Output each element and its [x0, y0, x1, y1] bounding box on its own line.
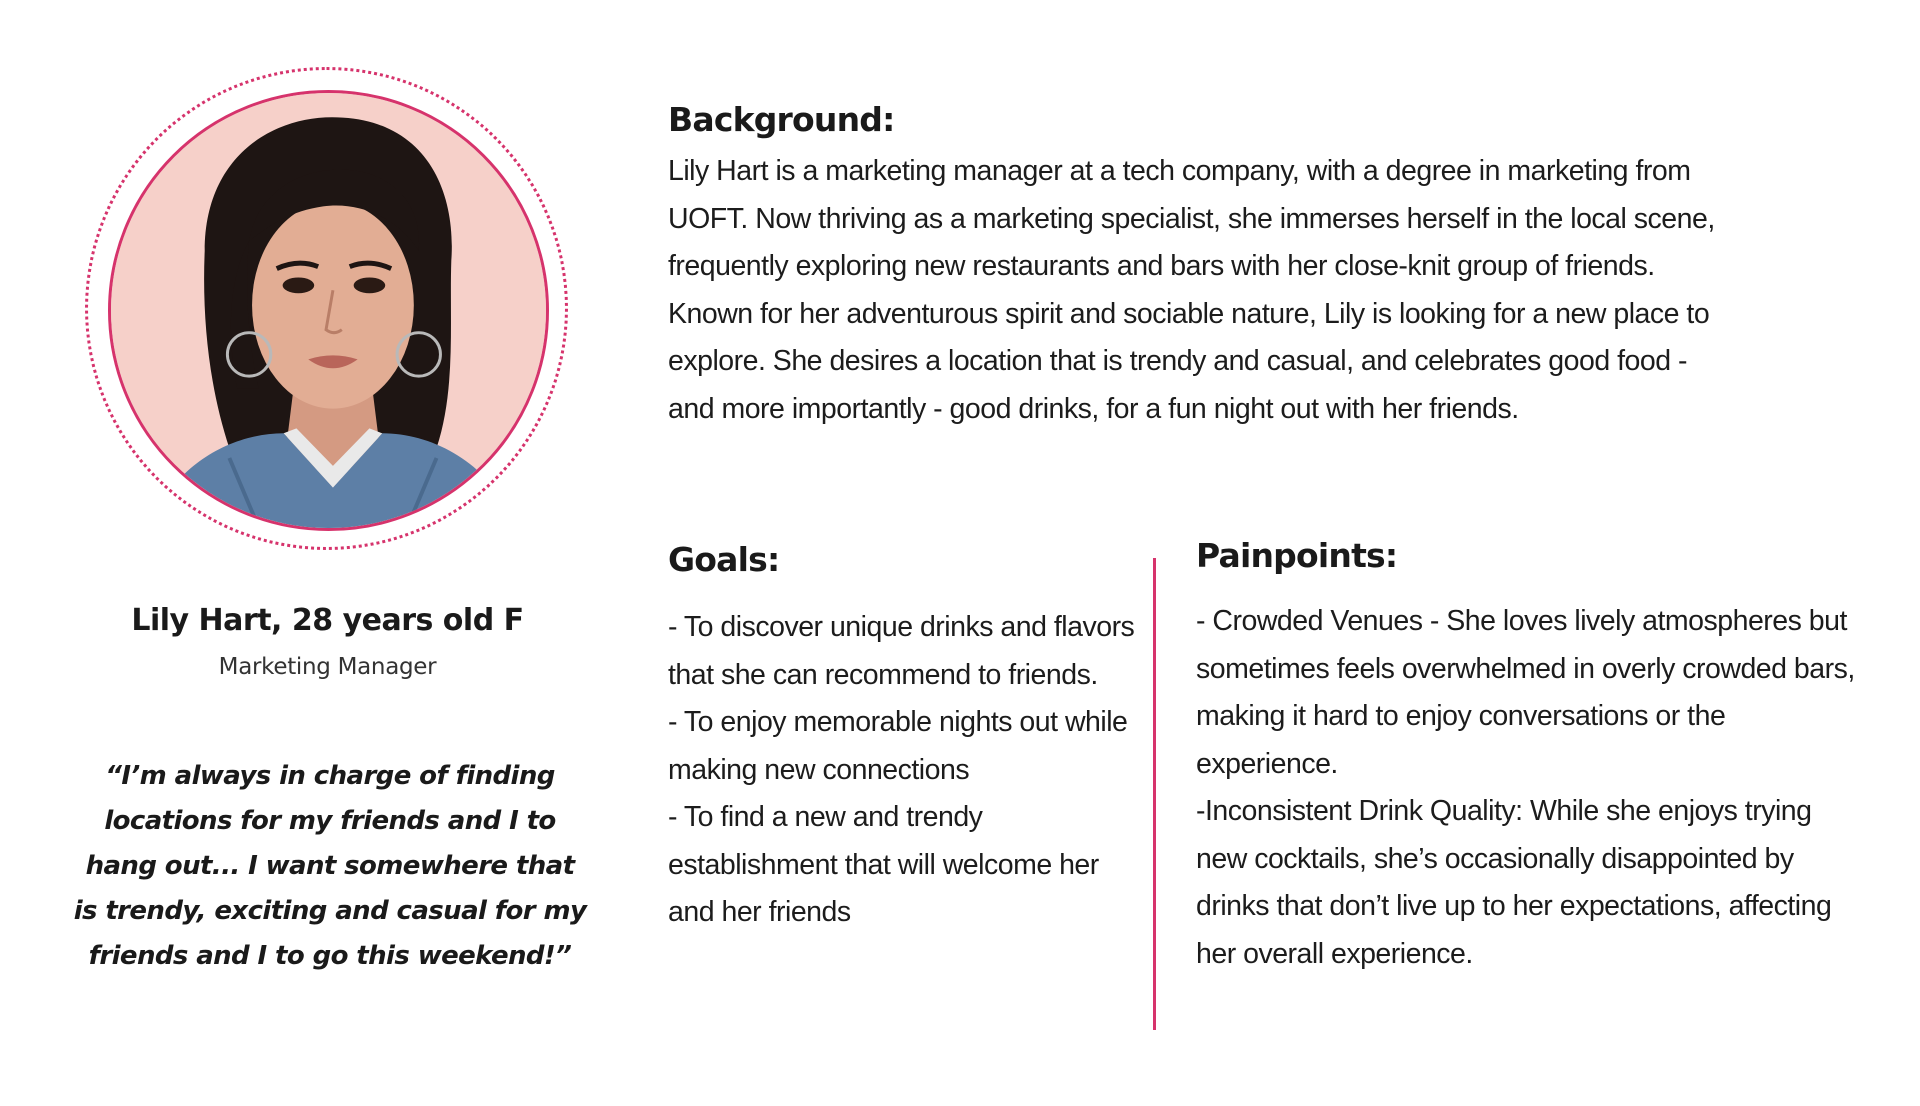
goals-list — [668, 604, 1138, 937]
goal-item: - To enjoy memorable nights out while making new connections — [668, 706, 1128, 786]
column-divider — [1153, 558, 1156, 1030]
goal-item: - To find a new and trendy establishment that will welcome her and her friends — [668, 801, 1099, 928]
background-text: Lily Hart is a marketing manager at a tech company, with a degree in marketing from UOFT. Now thriving as a marketing specialist, she immerses herself in the local scene, frequently exploring new restaurants and bars with her close-knit group of friends. Known for her adventurous spirit and sociable nature, Lily is looking for a new place to explore. She desires a location that is trendy and casual, and celebrates good food - and more importantly - good drinks, for a fun night out with her friends. — [668, 155, 1715, 425]
painpoint-item: -Inconsistent Drink Quality: While she enjoys trying new cocktails, she’s occasionally disappointed by drinks that don’t live up to her expectations, affecting her overall experience. — [1196, 795, 1832, 970]
goal-item: - To discover unique drinks and flavors that she can recommend to friends. — [668, 611, 1135, 691]
avatar-photo — [111, 93, 546, 528]
painpoint-item: - Crowded Venues - She loves lively atmospheres but sometimes feels overwhelmed in overly crowded bars, making it hard to enjoy conversations or the experience. — [1196, 605, 1855, 780]
goals-heading: Goals: — [668, 540, 780, 579]
persona-quote: “I’m always in charge of finding locations for my friends and I to hang out... I want somewhere that is trendy, exciting and casual for my friends and I to go this weekend!” — [73, 761, 587, 971]
persona-name: Lily Hart, 28 years old F — [131, 603, 524, 638]
avatar — [108, 90, 549, 531]
painpoints-heading: Painpoints: — [1196, 536, 1398, 575]
persona-role: Marketing Manager — [218, 654, 437, 680]
background-heading: Background: — [668, 100, 895, 139]
painpoints-list — [1196, 598, 1856, 978]
